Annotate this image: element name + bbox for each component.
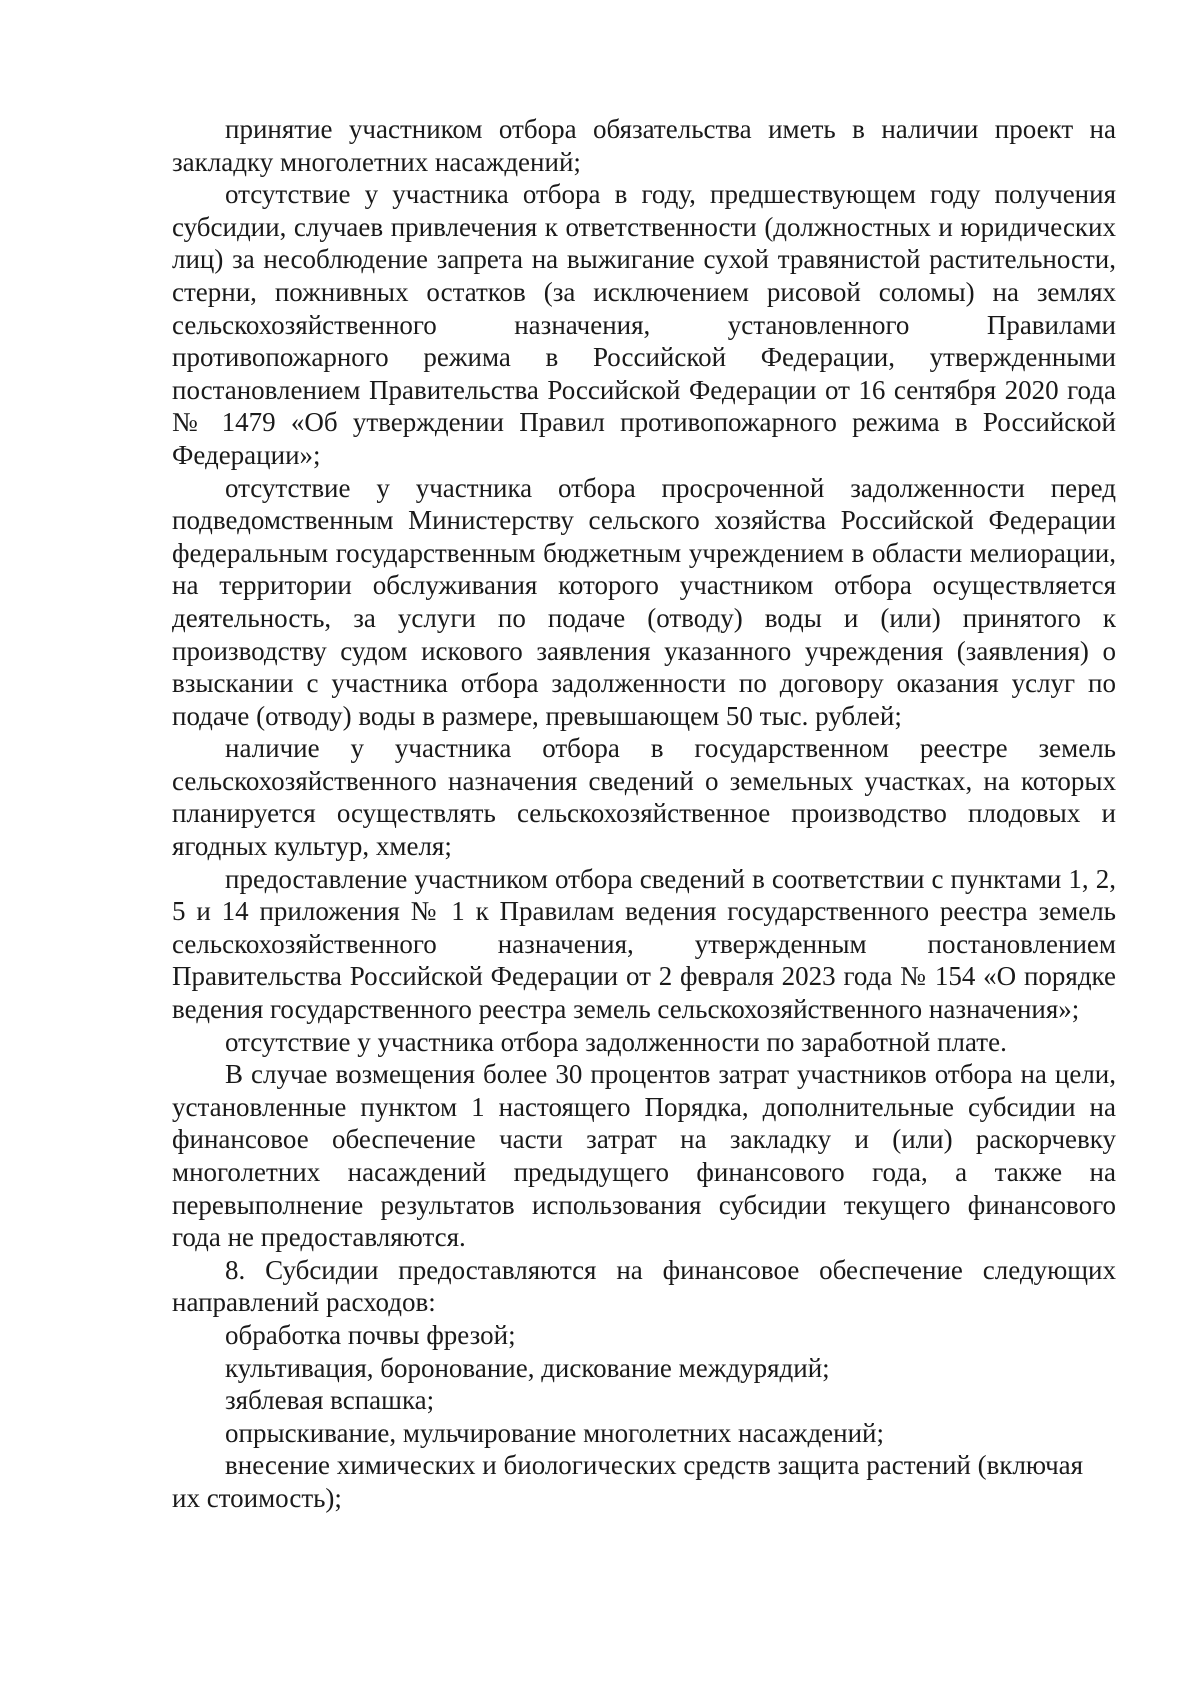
paragraph-no-wage-debt: отсутствие у участника отбора задолженности по заработной плате. (225, 1026, 1007, 1057)
list-item-autumn-plowing: зяблевая вспашка; (225, 1385, 435, 1416)
paragraph-land-registry-info: наличие у участника отбора в государственном реестре земель сельскохозяйственного назначения сведений о земельных участках, на которых планируется осуществлять сельскохозяйственное производство плодовых и ягодных культур, хмеля; (172, 733, 1116, 862)
list-item-spraying: опрыскивание, мульчирование многолетних насаждений; (225, 1417, 885, 1448)
list-item-milling: обработка почвы фрезой; (225, 1319, 516, 1350)
paragraph-no-fire-violations: отсутствие у участника отбора в году, предшествующем году получения субсидии, случаев привлечения к ответственности (должностных и юридических лиц) за несоблюдение запрета на выжигание сухой травянистой растительности, стерни, пожнивных остатков (за исключением рисовой соломы) на землях сельскохозяйственного назначения, установленного Правилами противопожарного режима в Российской Федерации, утвержденными постановлением Правительства Российской Федерации от 16 сентября 2020 года № 1479 «Об утверждении Правил противопожарного режима в Российской Федерации»; (172, 179, 1116, 470)
paragraph-section-8: 8. Субсидии предоставляются на финансовое обеспечение следующих направлений расходов: (172, 1254, 1116, 1318)
document-body (172, 113, 1116, 1515)
paragraph-no-melioration-debt: отсутствие у участника отбора просроченной задолженности перед подведомственным Министерству сельского хозяйства Российской Федерации федеральным государственным бюджетным учреждением в области мелиорации, на территории обслуживания которого участником отбора осуществляется деятельность, за услуги по подаче (отводу) воды и (или) принятого к производству судом искового заявления указанного учреждения (заявления) о взыскании с участника отбора задолженности по договору оказания услуг по подаче (отводу) воды в размере, превышающем 50 тыс. рублей; (172, 472, 1116, 731)
list-item-plant-protection: внесение химических и биологических средств защита растений (включая их стоимость); (172, 1450, 1084, 1513)
list-item-cultivation: культивация, боронование, дискование междурядий; (225, 1352, 830, 1383)
paragraph-additional-subsidies: В случае возмещения более 30 процентов затрат участников отбора на цели, установленные пунктом 1 настоящего Порядка, дополнительные субсидии на финансовое обеспечение части затрат на закладку и (или) раскорчевку многолетних насаждений предыдущего финансового года, а также на перевыполнение результатов использования субсидии текущего финансового года не предоставляются. (172, 1059, 1116, 1253)
paragraph-registry-submission: предоставление участником отбора сведений в соответствии с пунктами 1, 2, 5 и 14 приложения № 1 к Правилам ведения государственного реестра земель сельскохозяйственного назначения, утвержденным постановлением Правительства Российской Федерации от 2 февраля 2023 года № 154 «О порядке ведения государственного реестра земель сельскохозяйственного назначения»; (172, 863, 1116, 1025)
paragraph-project-obligation: принятие участником отбора обязательства иметь в наличии проект на закладку многолетних насаждений; (172, 114, 1116, 177)
